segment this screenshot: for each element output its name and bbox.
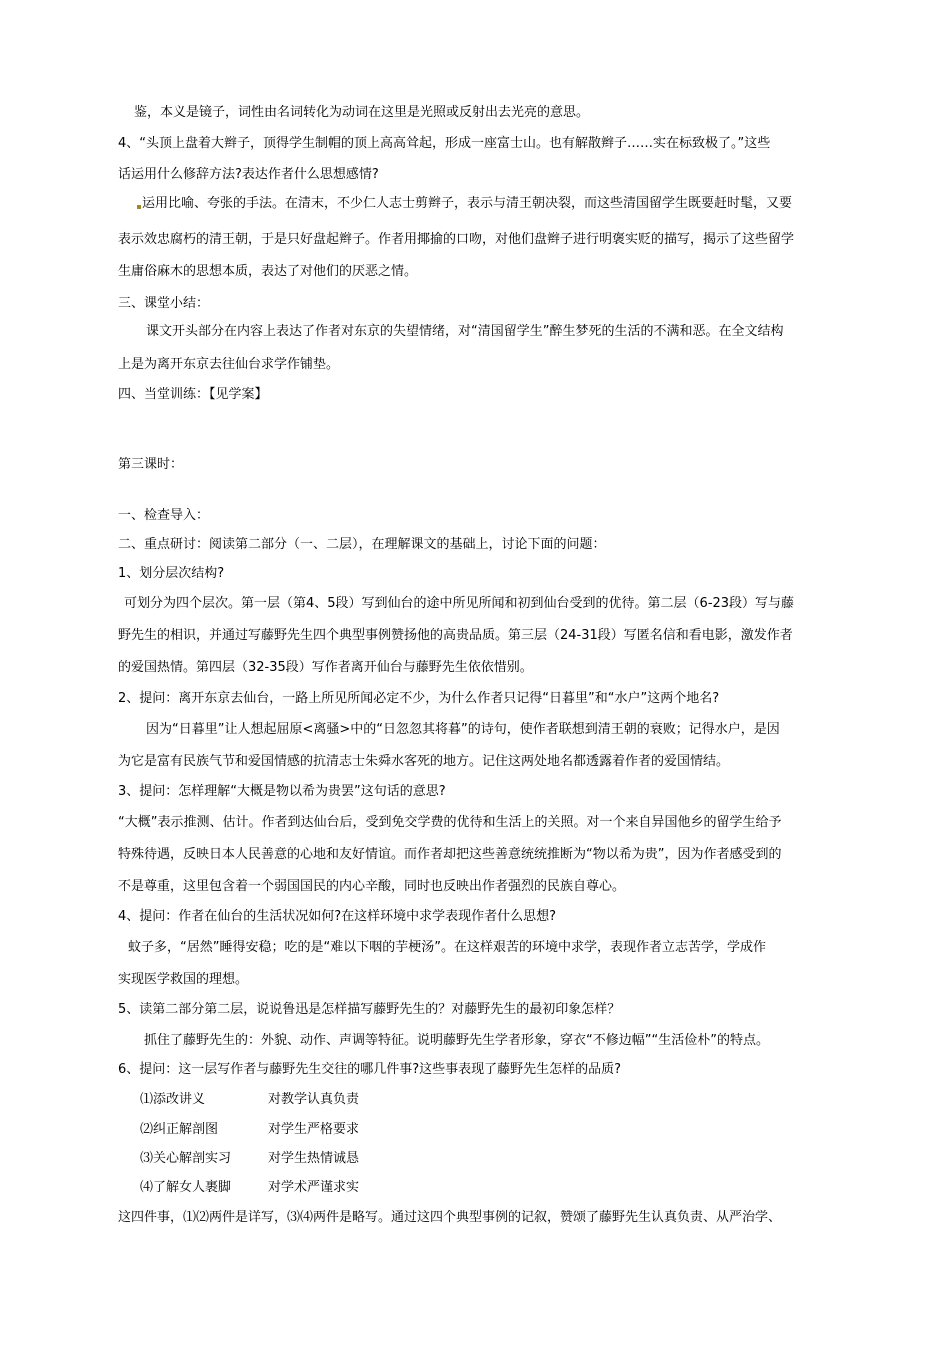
question-1-line: 1、划分层次结构? bbox=[118, 566, 225, 581]
answer-line: 可划分为四个层次。第一层（第4、5段）写到仙台的途中所见所闻和初到仙台受到的优待。第二层（6-23段）写与藤 bbox=[124, 596, 795, 611]
paragraph-line: 生庸俗麻木的思想本质，表达了对他们的厌恶之情。 bbox=[118, 264, 418, 279]
paragraph-line: 课文开头部分在内容上表达了作者对东京的失望情绪，对“清国留学生”醉生梦死的生活的不满和恶。在全文结构 bbox=[146, 324, 784, 339]
lesson-heading: 第三课时： bbox=[118, 457, 184, 472]
paragraph-line: 不是尊重，这里包含着一个弱国国民的内心辛酸，同时也反映出作者强烈的民族自尊心。 bbox=[118, 879, 626, 894]
paragraph-line: 话运用什么修辞方法?表达作者什么思想感情? bbox=[118, 167, 379, 182]
answer-line: “大概”表示推测、估计。作者到达仙台后，受到免交学费的优待和生活上的关照。对一个来自异国他乡的留学生给予 bbox=[118, 815, 782, 830]
event-quality: 对教学认真负责 bbox=[268, 1092, 360, 1107]
event-quality: 对学术严谨求实 bbox=[268, 1180, 360, 1195]
event-item: ⑴添改讲义 bbox=[140, 1092, 206, 1107]
answer-line: 因为“日暮里”让人想起屈原<离骚>中的“日忽忽其将暮”的诗句，使作者联想到清王朝的衰败；记得水户，是因 bbox=[146, 722, 780, 737]
answer-line: 蚊子多，“居然”睡得安稳；吃的是“难以下咽的芋梗汤”。在这样艰苦的环境中求学，表现作者立志苦学，学成作 bbox=[128, 940, 766, 955]
paragraph-line: 表示效忠腐朽的清王朝，于是只好盘起辫子。作者用揶揄的口吻，对他们盘辫子进行明褒实贬的描写，揭示了这些留学 bbox=[118, 232, 795, 247]
question-2-line: 2、提问：离开东京去仙台，一路上所见所闻必定不少，为什么作者只记得“日暮里”和“水户”这两个地名? bbox=[118, 691, 720, 706]
annotation-mark bbox=[137, 205, 141, 209]
answer-line: 抓住了藤野先生的：外貌、动作、声调等特征。说明藤野先生学者形象，穿衣“不修边幅”“生活俭朴”的特点。 bbox=[144, 1033, 769, 1048]
paragraph-line: 为它是富有民族气节和爱国情感的抗清志士朱舜水客死的地方。记住这两处地名都透露着作者的爱国情结。 bbox=[118, 754, 730, 769]
event-item: ⑵纠正解剖图 bbox=[140, 1122, 219, 1137]
answer-line: 运用比喻、夸张的手法。在清末，不少仁人志士剪辫子，表示与清王朝决裂，而这些清国留学生既要赶时髦，又要 bbox=[142, 196, 793, 211]
event-quality: 对学生热情诚恳 bbox=[268, 1151, 360, 1166]
paragraph-line: 野先生的相识，并通过写藤野先生四个典型事例赞扬他的高贵品质。第三层（24-31段）写匿名信和看电影，激发作者 bbox=[118, 628, 793, 643]
paragraph-line: 这四件事，⑴⑵两件是详写，⑶⑷两件是略写。通过这四个典型事例的记叙，赞颂了藤野先生认真负责、从严治学、 bbox=[118, 1210, 782, 1225]
paragraph-line: 上是为离开东京去往仙台求学作铺垫。 bbox=[118, 357, 340, 372]
section-heading: 四、当堂训练：【见学案】 bbox=[118, 387, 268, 402]
paragraph-line: 的爱国热情。第四层（32-35段）写作者离开仙台与藤野先生依依惜别。 bbox=[118, 660, 533, 675]
section-heading: 三、课堂小结： bbox=[118, 296, 210, 311]
question-4-line: 4、“头顶上盘着大辫子，顶得学生制帽的顶上高高耸起，形成一座富士山。也有解散辫子……实在标致极了。”这些 bbox=[118, 136, 771, 151]
paragraph-line: 实现医学救国的理想。 bbox=[118, 972, 249, 987]
section-heading: 一、检查导入： bbox=[118, 508, 210, 523]
question-3-line: 3、提问：怎样理解“大概是物以希为贵罢”这句话的意思? bbox=[118, 784, 446, 799]
event-item: ⑷了解女人裹脚 bbox=[140, 1180, 232, 1195]
question-5-line: 5、读第二部分第二层，说说鲁迅是怎样描写藤野先生的？对藤野先生的最初印象怎样？ bbox=[118, 1002, 621, 1017]
paragraph-line: 特殊待遇，反映日本人民善意的心地和友好情谊。而作者却把这些善意统统推断为“物以希为贵”，因为作者感受到的 bbox=[118, 847, 782, 862]
event-quality: 对学生严格要求 bbox=[268, 1122, 360, 1137]
paragraph-line: 鉴，本义是镜子，词性由名词转化为动词在这里是光照或反射出去光亮的意思。 bbox=[134, 105, 590, 120]
question-4b-line: 4、提问：作者在仙台的生活状况如何?在这样环境中求学表现作者什么思想? bbox=[118, 909, 557, 924]
section-heading: 二、重点研讨：阅读第二部分（一、二层），在理解课文的基础上，讨论下面的问题： bbox=[118, 537, 606, 552]
event-item: ⑶关心解剖实习 bbox=[140, 1151, 232, 1166]
question-6-line: 6、提问：这一层写作者与藤野先生交往的哪几件事?这些事表现了藤野先生怎样的品质? bbox=[118, 1062, 622, 1077]
